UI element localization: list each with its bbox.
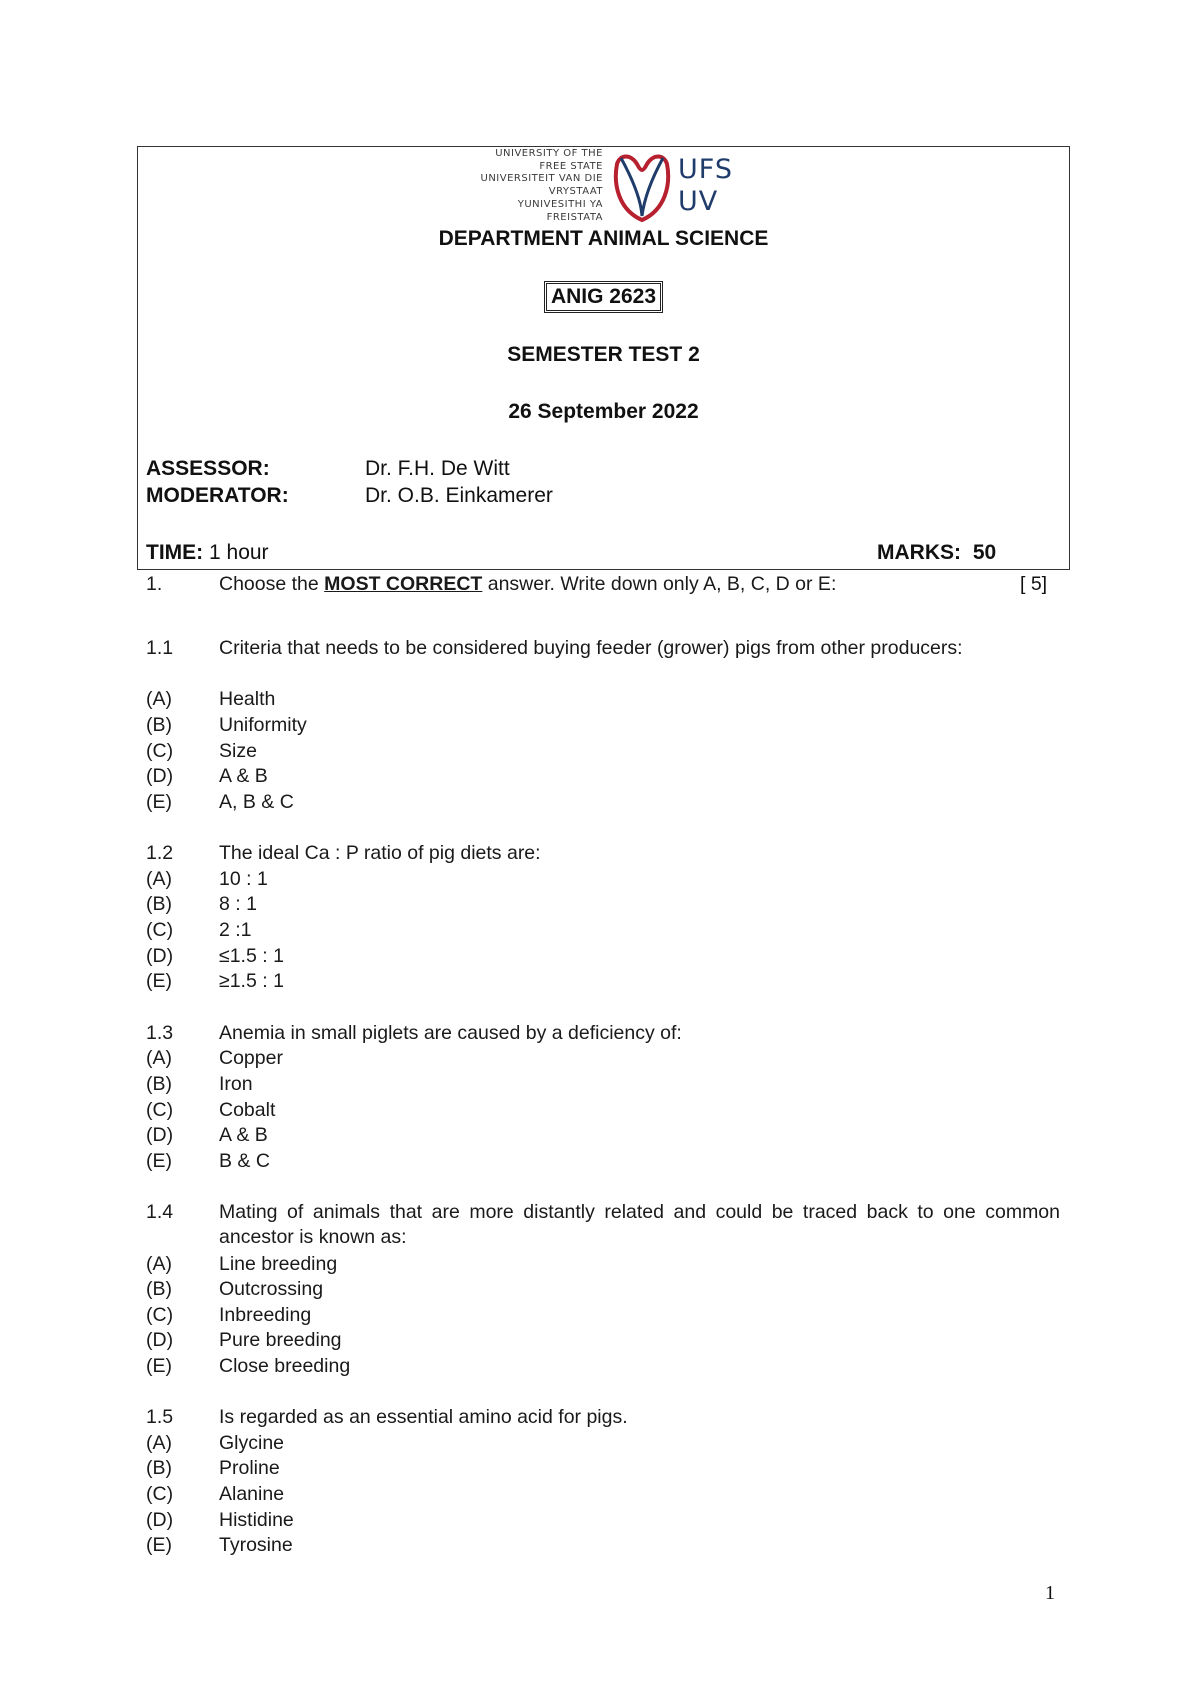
option-letter: (E) — [146, 791, 172, 813]
instruction-prefix: Choose the — [219, 573, 325, 595]
logo-abbreviation — [678, 154, 733, 218]
option-text: Close breeding — [219, 1355, 351, 1377]
moderator-label: MODERATOR: — [146, 484, 289, 507]
option-text: Pure breeding — [219, 1329, 342, 1351]
option-letter: (E) — [146, 1355, 172, 1377]
time-value: 1 hour — [209, 541, 269, 564]
ufs-logo — [463, 148, 743, 224]
time-row — [146, 541, 269, 565]
assessor-name: Dr. F.H. De Witt — [365, 457, 510, 480]
moderator-name: Dr. O.B. Einkamerer — [365, 484, 553, 507]
test-date: 26 September 2022 — [508, 400, 699, 423]
marks-label: MARKS: — [877, 541, 961, 564]
option-letter: (D) — [146, 945, 174, 967]
option-text: A & B — [219, 765, 268, 787]
option-text: Size — [219, 740, 257, 762]
question-number: 1.2 — [146, 842, 174, 864]
option-text: 8 : 1 — [219, 893, 257, 915]
instruction-emphasis: MOST CORRECT — [324, 573, 483, 595]
logo-line: UNIVERSITY OF THE — [495, 148, 603, 159]
option-text: A, B & C — [219, 791, 294, 813]
question-number: 1.3 — [146, 1022, 174, 1044]
question-text: Mating of animals that are more distantly related and could be traced back to one common ancestor is known as: — [219, 1201, 1060, 1248]
option-text: A & B — [219, 1124, 268, 1146]
option-text: Histidine — [219, 1509, 294, 1531]
option-text: 10 : 1 — [219, 868, 268, 890]
option-text: Glycine — [219, 1432, 285, 1454]
option-text: Outcrossing — [219, 1278, 324, 1300]
option-letter: (C) — [146, 919, 174, 941]
option-text: Uniformity — [219, 714, 307, 736]
option-text: Copper — [219, 1047, 283, 1069]
option-letter: (A) — [146, 1432, 172, 1454]
question-number: 1.5 — [146, 1406, 174, 1428]
option-letter: (B) — [146, 893, 172, 915]
option-letter: (B) — [146, 1278, 172, 1300]
option-text: Health — [219, 688, 276, 710]
question-text: Criteria that needs to be considered buying feeder (grower) pigs from other producers: — [219, 637, 963, 659]
section-number: 1. — [146, 573, 163, 595]
logo-line: FREISTATA — [546, 211, 603, 223]
option-letter: (A) — [146, 1253, 172, 1275]
option-letter: (D) — [146, 1509, 174, 1531]
question-number: 1.1 — [146, 637, 174, 659]
time-label: TIME: — [146, 541, 204, 564]
option-text: Line breeding — [219, 1253, 338, 1275]
logo-abbr-ufs: UFS — [678, 154, 733, 185]
option-letter: (C) — [146, 1304, 174, 1326]
option-text: ≤1.5 : 1 — [219, 945, 284, 967]
option-text: Alanine — [219, 1483, 285, 1505]
department-title: DEPARTMENT ANIMAL SCIENCE — [438, 227, 769, 250]
option-letter: (E) — [146, 1150, 172, 1172]
option-letter: (C) — [146, 1099, 174, 1121]
option-letter: (E) — [146, 1534, 172, 1556]
option-letter: (D) — [146, 765, 174, 787]
option-letter: (A) — [146, 868, 172, 890]
assessor-label: ASSESSOR: — [146, 457, 270, 480]
option-letter: (D) — [146, 1329, 174, 1351]
option-letter: (B) — [146, 1073, 172, 1095]
question-text: Anemia in small piglets are caused by a deficiency of: — [219, 1022, 682, 1044]
instruction-suffix: answer. Write down only A, B, C, D or E: — [482, 573, 837, 595]
logo-line: FREE STATE — [539, 160, 603, 172]
ufs-emblem-icon — [611, 150, 673, 224]
option-text: 2 :1 — [219, 919, 252, 941]
logo-abbr-uv: UV — [678, 186, 719, 217]
option-letter: (E) — [146, 970, 172, 992]
option-text: Proline — [219, 1457, 280, 1479]
section-total-marks: [ 5] — [1020, 573, 1048, 595]
course-code: ANIG 2623 — [544, 281, 663, 313]
logo-line: YUNIVESITHI YA — [517, 198, 603, 210]
option-letter: (B) — [146, 714, 172, 736]
option-text: B & C — [219, 1150, 270, 1172]
option-letter: (C) — [146, 740, 174, 762]
option-text: Inbreeding — [219, 1304, 312, 1326]
option-text: Iron — [219, 1073, 253, 1095]
option-text: Cobalt — [219, 1099, 276, 1121]
course-code-wrap — [137, 281, 1070, 313]
option-text: ≥1.5 : 1 — [219, 970, 284, 992]
marks-value: 50 — [972, 541, 997, 564]
question-number: 1.4 — [146, 1201, 174, 1223]
question-text: The ideal Ca : P ratio of pig diets are: — [219, 842, 541, 864]
logo-line: UNIVERSITEIT VAN DIE — [480, 173, 603, 185]
option-letter: (A) — [146, 1047, 172, 1069]
section-instruction — [219, 572, 836, 596]
question-text: Is regarded as an essential amino acid for pigs. — [219, 1406, 628, 1428]
option-letter: (A) — [146, 688, 172, 710]
marks-row — [877, 541, 996, 565]
test-title: SEMESTER TEST 2 — [507, 343, 700, 366]
logo-line: VRYSTAAT — [548, 186, 603, 198]
option-text: Tyrosine — [219, 1534, 293, 1556]
option-letter: (D) — [146, 1124, 174, 1146]
logo-university-names — [463, 148, 603, 224]
page-number: 1 — [1045, 1582, 1055, 1604]
option-letter: (B) — [146, 1457, 172, 1479]
option-letter: (C) — [146, 1483, 174, 1505]
